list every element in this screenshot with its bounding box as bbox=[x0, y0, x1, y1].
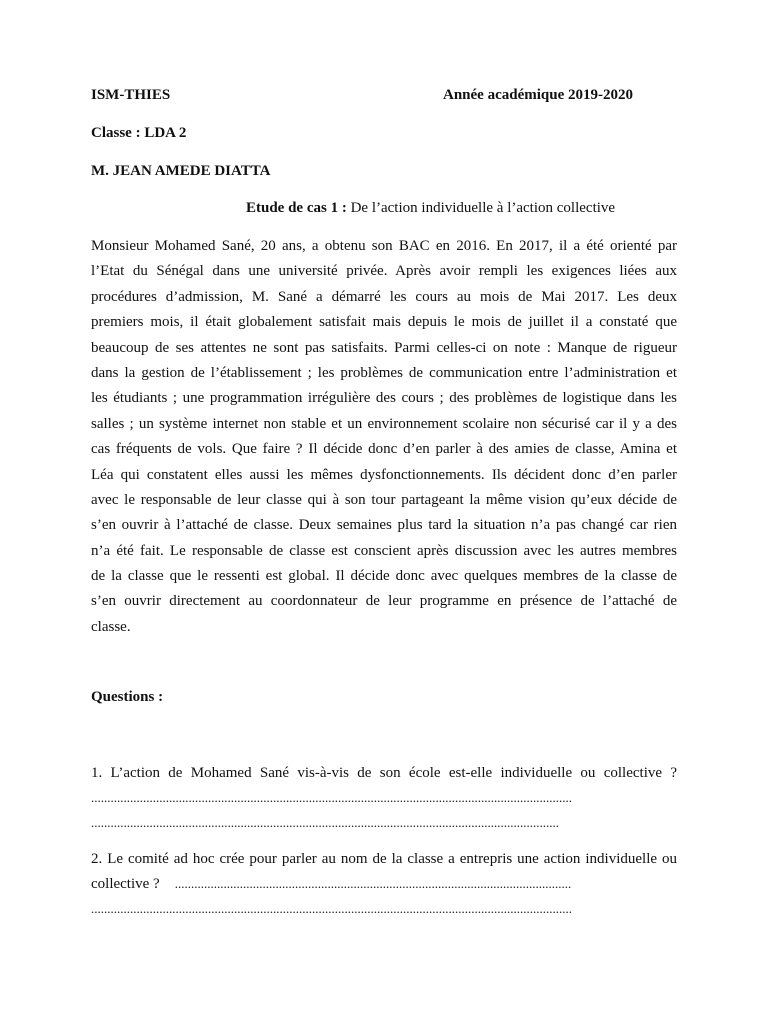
paragraph-line: les étudiants ; une programmation irrégulière des cours ; des problèmes de logistique dans les bbox=[91, 390, 677, 407]
paragraph-line: n’a été fait. Le responsable de classe est conscient après discussion avec les autres membres bbox=[91, 542, 677, 559]
paragraph-line: cas fréquents de vols. Que faire ? Il décide donc d’en parler à des amies de classe, Amina et bbox=[91, 441, 677, 458]
paragraph-line: l’Etat du Sénégal dans une université privée. Après avoir rempli les exigences liées aux bbox=[91, 263, 677, 280]
question-1-text: 1. L’action de Mohamed Sané vis-à-vis de son école est-elle individuelle ou collective ? bbox=[91, 765, 677, 781]
answer-line-3[interactable]: .......................................................................................................................... bbox=[174, 876, 572, 891]
paragraph-line: dans la gestion de l’établissement ; les problèmes de communication entre l’administration et bbox=[91, 364, 677, 381]
case-study-subject: De l’action individuelle à l’action collective bbox=[346, 200, 616, 216]
question-2-text-end: collective ? bbox=[91, 876, 160, 892]
paragraph-line: procédures d’admission, M. Sané a démarré les cours au mois de Mai 2017. Les deux bbox=[91, 288, 677, 305]
question-2-text: 2. Le comité ad hoc crée pour parler au nom de la classe a entrepris une action individuelle ou bbox=[91, 851, 677, 867]
case-study-paragraph bbox=[91, 234, 677, 640]
paragraph-line: beaucoup de ses attentes ne sont pas satisfaits. Parmi celles-ci on note : Manque de rigueur bbox=[91, 339, 677, 356]
answer-line-1[interactable]: .................................................................................................................................................... bbox=[91, 790, 572, 805]
class-label: Classe : LDA 2 bbox=[91, 125, 187, 141]
question-1 bbox=[91, 764, 677, 839]
paragraph-line: premiers mois, il était globalement satisfait mais depuis le mois de juillet il a constaté que bbox=[91, 314, 677, 331]
answer-line-4[interactable]: .................................................................................................................................................... bbox=[91, 901, 572, 916]
case-study-title bbox=[246, 199, 615, 217]
paragraph-line: s’en ouvrir directement au coordonnateur de leur programme en présence de l’attaché de bbox=[91, 593, 677, 610]
answer-line-2[interactable]: ................................................................................................................................................ bbox=[91, 815, 559, 830]
academic-year: Année académique 2019-2020 bbox=[443, 87, 633, 103]
questions-heading: Questions : bbox=[91, 689, 164, 705]
paragraph-line: salles ; un système internet non stable et un environnement scolaire non sécurisé car il y a des bbox=[91, 415, 677, 432]
school-name: ISM-THIES bbox=[91, 87, 171, 103]
paragraph-line: de la classe que le ressenti est global. Il décide donc avec quelques membres de la classe de bbox=[91, 568, 677, 585]
paragraph-line: s’en ouvrir à l’attaché de classe. Deux semaines plus tard la situation n’a pas changé car rien bbox=[91, 517, 677, 534]
teacher-name: M. JEAN AMEDE DIATTA bbox=[91, 163, 271, 179]
paragraph-line: Monsieur Mohamed Sané, 20 ans, a obtenu son BAC en 2016. En 2017, il a été orienté par bbox=[91, 238, 677, 254]
paragraph-line: classe. bbox=[91, 618, 131, 635]
question-2 bbox=[91, 850, 677, 925]
paragraph-line: avec le responsable de leur classe qui à son tour partageant la même vision qu’eux décide de bbox=[91, 491, 677, 508]
paragraph-line: Léa qui constatent elles aussi les mêmes dysfonctionnements. Ils décident donc d’en parler bbox=[91, 466, 677, 483]
case-study-label: Etude de cas 1 : bbox=[246, 200, 347, 216]
question-2-continuation bbox=[91, 875, 677, 900]
